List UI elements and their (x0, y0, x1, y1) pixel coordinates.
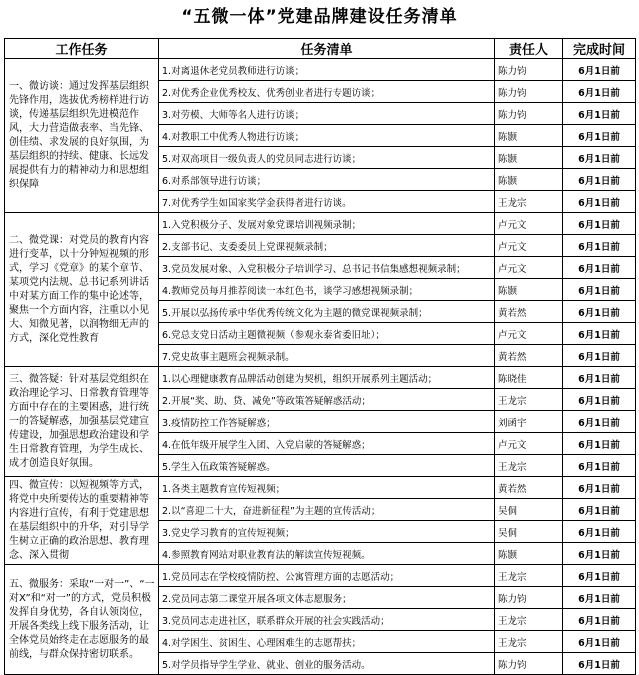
completion-deadline: 6月1日前 (563, 653, 636, 675)
task-item: 5.开展以弘扬传承中华优秀传统文化为主题的微党课视频录制； (159, 301, 495, 323)
task-item: 3.党员发展对象、入党积极分子培训学习、总书记书信集感想视频录制； (159, 257, 495, 279)
task-item: 7.党史故事主题班会视频录制。 (159, 345, 495, 367)
task-item: 4.对学困生、贫困生、心理困难生的志愿帮扶； (159, 631, 495, 653)
completion-deadline: 6月1日前 (563, 235, 636, 257)
responsible-person: 卢元文 (495, 323, 563, 345)
responsible-person: 陈力钧 (495, 587, 563, 609)
completion-deadline: 6月1日前 (563, 81, 636, 103)
work-task-category: 五、微服务：采取“一对一”、“一对X”和“对一”的方式，党员积极发挥自身优势，各自认领岗位，开展各类线上线下服务活动，让全体党员始终走在志愿服务的最前线，与群众保持密切联系。 (5, 565, 159, 675)
completion-deadline: 6月1日前 (563, 543, 636, 565)
responsible-person: 黄若然 (495, 477, 563, 499)
task-item: 1.入党积极分子、发展对象党课培训视频录制； (159, 213, 495, 235)
responsible-person: 黄若然 (495, 301, 563, 323)
completion-deadline: 6月1日前 (563, 147, 636, 169)
task-item: 1.对离退休老党员教师进行访谈； (159, 59, 495, 81)
completion-deadline: 6月1日前 (563, 565, 636, 587)
completion-deadline: 6月1日前 (563, 521, 636, 543)
responsible-person: 吴侗 (495, 499, 563, 521)
task-item: 5.学生入伍政策答疑解惑。 (159, 455, 495, 477)
task-item: 2.开展“奖、助、贷、减免”等政策答疑解惑活动； (159, 389, 495, 411)
task-item: 4.参照教育网站对职业教育法的解读宣传短视频。 (159, 543, 495, 565)
responsible-person: 王龙宗 (495, 565, 563, 587)
task-item: 2.对优秀企业优秀校友、优秀创业者进行专题访谈； (159, 81, 495, 103)
task-table-body (5, 59, 636, 675)
header-task-list: 任务清单 (159, 39, 495, 59)
completion-deadline: 6月1日前 (563, 499, 636, 521)
responsible-person: 陈晓佳 (495, 367, 563, 389)
header-row (5, 39, 636, 59)
completion-deadline: 6月1日前 (563, 477, 636, 499)
completion-deadline: 6月1日前 (563, 213, 636, 235)
responsible-person: 王龙宗 (495, 455, 563, 477)
task-item: 5.对学员指导学生学业、就业、创业的服务活动。 (159, 653, 495, 675)
responsible-person: 陈力钧 (495, 103, 563, 125)
completion-deadline: 6月1日前 (563, 411, 636, 433)
completion-deadline: 6月1日前 (563, 389, 636, 411)
responsible-person: 陈颢 (495, 543, 563, 565)
completion-deadline: 6月1日前 (563, 191, 636, 213)
completion-deadline: 6月1日前 (563, 609, 636, 631)
responsible-person: 陈力钧 (495, 59, 563, 81)
task-table (4, 38, 636, 675)
completion-deadline: 6月1日前 (563, 125, 636, 147)
completion-deadline: 6月1日前 (563, 59, 636, 81)
completion-deadline: 6月1日前 (563, 433, 636, 455)
task-item: 1.党员同志在学校疫情防控、公寓管理方面的志愿活动； (159, 565, 495, 587)
responsible-person: 王龙宗 (495, 609, 563, 631)
responsible-person: 陈颢 (495, 147, 563, 169)
work-task-category: 四、微宣传：以短视频等方式，将党中央所要传达的重要精神等内容进行宣传，有利于党建思想在基层组织中的升华，对引导学生树立正确的政治思想、教育理念、深入贯彻 (5, 477, 159, 565)
header-work-task: 工作任务 (5, 39, 159, 59)
completion-deadline: 6月1日前 (563, 367, 636, 389)
responsible-person: 卢元文 (495, 235, 563, 257)
work-task-category: 一、微访谈：通过发挥基层组织先锋作用，选拔优秀榜样进行访谈，传递基层组织先进模范作风，大力营造做表率、当先锋、创佳绩、求发展的良好氛围，为基层组织的持续、健康、长远发展提供有力的精神动力和思想组织保障 (5, 59, 159, 213)
responsible-person: 王龙宗 (495, 631, 563, 653)
completion-deadline: 6月1日前 (563, 103, 636, 125)
header-person: 责任人 (495, 39, 563, 59)
table-row (5, 477, 636, 499)
completion-deadline: 6月1日前 (563, 257, 636, 279)
responsible-person: 陈颢 (495, 125, 563, 147)
task-item: 4.对教职工中优秀人物进行访谈； (159, 125, 495, 147)
work-task-category: 三、微答疑：针对基层党组织在政治理论学习、日常教育管理等方面中存在的主要困惑，进行统一的答疑解惑，加强基层党建宣传建设，加强思想政治建设和学生日常教育管理，为学生成长、成才创造良好氛围。 (5, 367, 159, 477)
responsible-person: 陈力钧 (495, 81, 563, 103)
task-item: 3.党员同志走进社区，联系群众开展的社会实践活动； (159, 609, 495, 631)
table-row (5, 59, 636, 81)
completion-deadline: 6月1日前 (563, 455, 636, 477)
responsible-person: 陈颢 (495, 169, 563, 191)
responsible-person: 吴侗 (495, 521, 563, 543)
completion-deadline: 6月1日前 (563, 301, 636, 323)
task-item: 1.各类主题教育宣传短视频； (159, 477, 495, 499)
task-item: 5.对双高项目一级负责人的党员同志进行访谈； (159, 147, 495, 169)
task-item: 3.对劳模、大师等名人进行访谈； (159, 103, 495, 125)
work-task-category: 二、微党课：对党员的教育内容进行变革，以十分钟短视频的形式，学习《党章》的某个章节、某项党内法规、总书记系列讲话中对某方面工作的集中论述等，聚焦一个方面内容，注重以小见大、知微见著，以润物细无声的方式，深化党性教育 (5, 213, 159, 367)
table-row (5, 213, 636, 235)
completion-deadline: 6月1日前 (563, 587, 636, 609)
responsible-person: 陈力钧 (495, 653, 563, 675)
table-row (5, 565, 636, 587)
task-item: 3.疫情防控工作答疑解惑； (159, 411, 495, 433)
completion-deadline: 6月1日前 (563, 279, 636, 301)
task-item: 3.党史学习教育的宣传短视频； (159, 521, 495, 543)
responsible-person: 王龙宗 (495, 191, 563, 213)
responsible-person: 卢元文 (495, 433, 563, 455)
completion-deadline: 6月1日前 (563, 345, 636, 367)
completion-deadline: 6月1日前 (563, 323, 636, 345)
task-item: 4.教师党员每月推荐阅读一本红色书，谈学习感想视频录制； (159, 279, 495, 301)
responsible-person: 刘函宇 (495, 411, 563, 433)
task-item: 2.以“喜迎二十大，奋进新征程”为主题的宣传活动； (159, 499, 495, 521)
task-item: 2.支部书记、支委委员上党课视频录制； (159, 235, 495, 257)
task-item: 7.对优秀学生如国家奖学金获得者进行访谈。 (159, 191, 495, 213)
completion-deadline: 6月1日前 (563, 169, 636, 191)
task-item: 1.以心理健康教育品牌活动创建为契机，组织开展系列主题活动； (159, 367, 495, 389)
header-deadline: 完成时间 (563, 39, 636, 59)
task-item: 6.党总支党日活动主题微视频（参观永泰省委旧址）； (159, 323, 495, 345)
document-title: “五微一体”党建品牌建设任务清单 (181, 7, 458, 27)
responsible-person: 黄若然 (495, 345, 563, 367)
table-row (5, 367, 636, 389)
responsible-person: 陈颢 (495, 279, 563, 301)
task-item: 6.对系部领导进行访谈； (159, 169, 495, 191)
completion-deadline: 6月1日前 (563, 631, 636, 653)
responsible-person: 王龙宗 (495, 389, 563, 411)
responsible-person: 卢元文 (495, 213, 563, 235)
task-item: 4.在低年级开展学生入团、入党启蒙的答疑解惑； (159, 433, 495, 455)
responsible-person: 卢元文 (495, 257, 563, 279)
task-item: 2.党员同志第二课堂开展各项文体志愿服务； (159, 587, 495, 609)
